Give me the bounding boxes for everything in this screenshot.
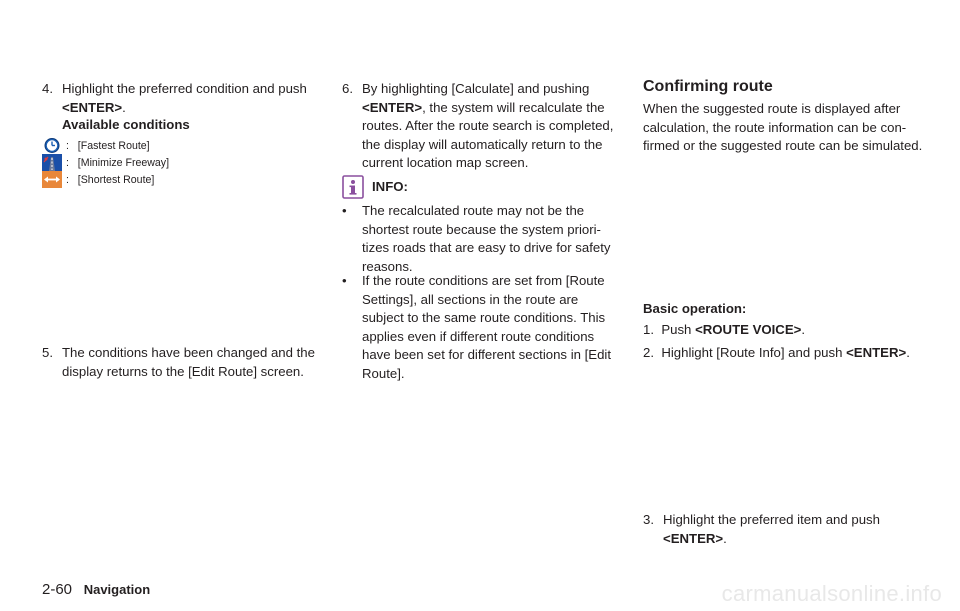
intro-text: firmed or the suggested route can be simulated. [643, 138, 923, 153]
step-5 [42, 344, 322, 381]
section-heading [643, 77, 773, 97]
bullet-mark: • [342, 203, 347, 218]
step-number: 5. [42, 345, 53, 360]
step-3 [643, 511, 923, 548]
bullet-text: The recalculated route may not be the [362, 203, 585, 218]
step-number: 2. [643, 345, 654, 360]
heading-text: Confirming route [643, 78, 773, 95]
condition-label: [Fastest Route] [77, 140, 150, 152]
info-bullet [342, 272, 627, 383]
step-text: The conditions have been changed and the [62, 345, 315, 360]
step-text: display returns to the [Edit Route] screen. [62, 363, 304, 379]
condition-row [66, 139, 150, 153]
condition-label: [Shortest Route] [77, 174, 155, 186]
bullet-text: Settings], all sections in the route are [362, 291, 579, 307]
heading-text: Available conditions [62, 117, 190, 132]
bullet-text: have been set for different sections in [Edit [362, 347, 612, 362]
key-route-voice: <ROUTE VOICE> [695, 322, 802, 337]
step-number: 3. [643, 512, 654, 527]
freeway-icon [42, 154, 62, 171]
intro-text: calculation, the route information can be con- [643, 119, 907, 135]
step-text: current location map screen. [362, 155, 529, 170]
punct: . [122, 99, 126, 115]
step-6 [342, 80, 627, 173]
condition-row [66, 173, 154, 187]
intro-text: When the suggested route is displayed after [643, 101, 901, 116]
clock-icon [42, 137, 62, 154]
key-enter: <ENTER> [62, 99, 123, 115]
watermark: carmanualsonline.info [721, 581, 942, 606]
step-1 [643, 321, 923, 340]
punct: . [801, 322, 805, 337]
step-4 [42, 80, 322, 117]
page-footer [42, 581, 150, 598]
basic-operation-heading [643, 300, 746, 319]
condition-row [66, 156, 169, 170]
step-text: Push [661, 322, 696, 337]
step-text: Highlight [Route Info] and push [661, 345, 847, 360]
page-number: 2-60 [42, 581, 73, 598]
info-icon [342, 175, 364, 199]
step-number: 4. [42, 81, 53, 96]
info-label [372, 178, 408, 197]
bullet-text: subject to the same route conditions. This [362, 310, 606, 325]
step-2 [643, 344, 928, 363]
condition-label: [Minimize Freeway] [77, 157, 170, 169]
step-text: By highlighting [Calculate] and pushing [362, 81, 590, 96]
step-number: 6. [342, 81, 353, 96]
step-text: Highlight the preferred item and push [663, 512, 880, 527]
step-number: 1. [643, 322, 654, 337]
separator: : [66, 140, 69, 152]
key-enter: <ENTER> [846, 345, 907, 360]
bullet-text: shortest route because the system priori- [362, 221, 601, 237]
info-label-text: INFO: [372, 179, 408, 194]
punct: . [906, 345, 910, 360]
short-route-icon [42, 171, 62, 188]
bullet-text: reasons. [362, 258, 413, 274]
step-text: Highlight the preferred condition and push [62, 81, 307, 96]
heading-text: Basic operation: [643, 301, 747, 316]
bullet-mark: • [342, 273, 347, 288]
separator: : [66, 157, 69, 169]
bullet-text: If the route conditions are set from [Route [362, 273, 605, 288]
info-bullet [342, 202, 627, 276]
bullet-text: tizes roads that are easy to drive for safety [362, 240, 611, 255]
separator: : [66, 174, 69, 186]
punct: . [723, 530, 727, 546]
step-text: the display will automatically return to the [362, 136, 603, 152]
bullet-text: Route]. [362, 365, 405, 381]
intro-paragraph [643, 100, 923, 156]
bullet-text: applies even if different route conditions [362, 328, 595, 344]
step-text: routes. After the route search is completed, [362, 118, 614, 133]
step-text: , the system will recalculate the [422, 99, 605, 115]
key-enter: <ENTER> [663, 530, 724, 546]
available-conditions-heading [62, 116, 190, 135]
key-enter: <ENTER> [362, 99, 423, 115]
section-name: Navigation [83, 582, 151, 597]
